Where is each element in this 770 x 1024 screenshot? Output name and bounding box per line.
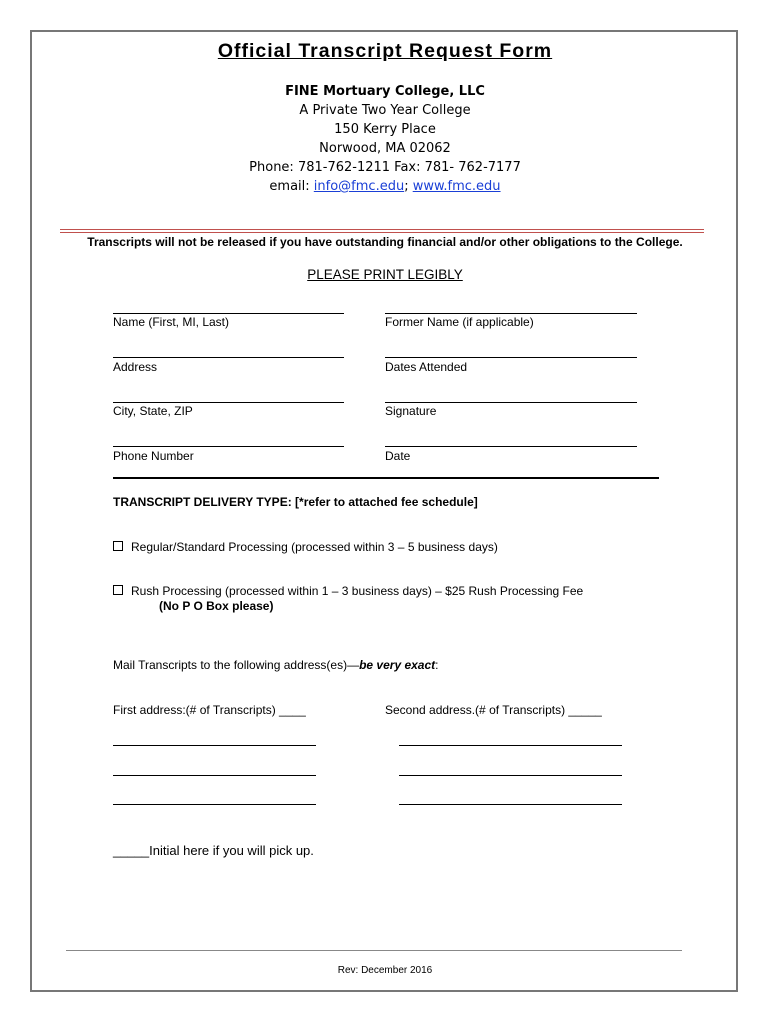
signature-label: Signature (385, 404, 437, 418)
address-label: Address (113, 360, 158, 374)
mail-instruction-prefix: Mail Transcripts to the following address(es)— (113, 658, 360, 672)
footer-divider (66, 950, 682, 951)
college-phone-fax: Phone: 781-762-1211 Fax: 781- 762-7177 (249, 160, 521, 175)
rush-processing-option[interactable] (113, 584, 583, 598)
first-address-line-2[interactable] (113, 775, 316, 776)
signature-input-line[interactable] (385, 402, 637, 403)
header-divider-bottom (60, 232, 704, 233)
rush-processing-checkbox[interactable] (113, 585, 123, 595)
date-input-line[interactable] (385, 446, 637, 447)
website-link[interactable]: www.fmc.edu (412, 179, 501, 194)
dates-attended-label: Dates Attended (385, 360, 468, 374)
second-address-line-2[interactable] (399, 775, 622, 776)
pickup-initial-field[interactable]: _____Initial here if you will pick up. (113, 843, 314, 858)
name-input-line[interactable] (113, 313, 344, 314)
first-address-line-3[interactable] (113, 804, 316, 805)
address-input-line[interactable] (113, 357, 344, 358)
second-address-line-3[interactable] (399, 804, 622, 805)
page-title: Official Transcript Request Form (217, 40, 553, 62)
second-address-label: Second address.(# of Transcripts) _____ (385, 703, 602, 717)
date-label: Date (385, 449, 411, 463)
email-link[interactable]: info@fmc.edu (313, 179, 405, 194)
name-label: Name (First, MI, Last) (113, 315, 230, 329)
former-name-label: Former Name (if applicable) (385, 315, 534, 329)
mail-instruction (113, 658, 439, 672)
rush-processing-note: (No P O Box please) (159, 599, 274, 613)
city-state-zip-label: City, State, ZIP (113, 404, 193, 418)
email-separator: ; (404, 179, 413, 194)
phone-input-line[interactable] (113, 446, 344, 447)
college-name: FINE Mortuary College, LLC (285, 84, 485, 99)
release-notice: Transcripts will not be released if you have outstanding financial and/or other obligations to the College. (87, 235, 683, 249)
college-type: A Private Two Year College (299, 103, 471, 118)
college-contact (0, 179, 770, 194)
regular-processing-checkbox[interactable] (113, 541, 123, 551)
revision-date: Rev: December 2016 (337, 965, 433, 976)
mail-instruction-suffix: : (435, 658, 439, 672)
college-street: 150 Kerry Place (334, 122, 436, 137)
dates-attended-input-line[interactable] (385, 357, 637, 358)
header-divider-top (60, 229, 704, 230)
city-state-zip-input-line[interactable] (113, 402, 344, 403)
regular-processing-option[interactable] (113, 540, 498, 554)
first-address-label: First address:(# of Transcripts) ____ (113, 703, 306, 717)
print-legibly-heading: PLEASE PRINT LEGIBLY (307, 267, 463, 282)
email-label: email: (269, 179, 314, 194)
second-address-line-1[interactable] (399, 745, 622, 746)
regular-processing-label: Regular/Standard Processing (processed within 3 – 5 business days) (131, 540, 498, 554)
section-divider (113, 477, 659, 479)
former-name-input-line[interactable] (385, 313, 637, 314)
phone-label: Phone Number (113, 449, 194, 463)
rush-processing-label: Rush Processing (processed within 1 – 3 business days) – $25 Rush Processing Fee (131, 584, 584, 598)
delivery-type-heading: TRANSCRIPT DELIVERY TYPE: [*refer to attached fee schedule] (113, 495, 478, 509)
mail-instruction-emphasis: be very exact (359, 658, 436, 672)
college-city: Norwood, MA 02062 (319, 141, 451, 156)
first-address-line-1[interactable] (113, 745, 316, 746)
